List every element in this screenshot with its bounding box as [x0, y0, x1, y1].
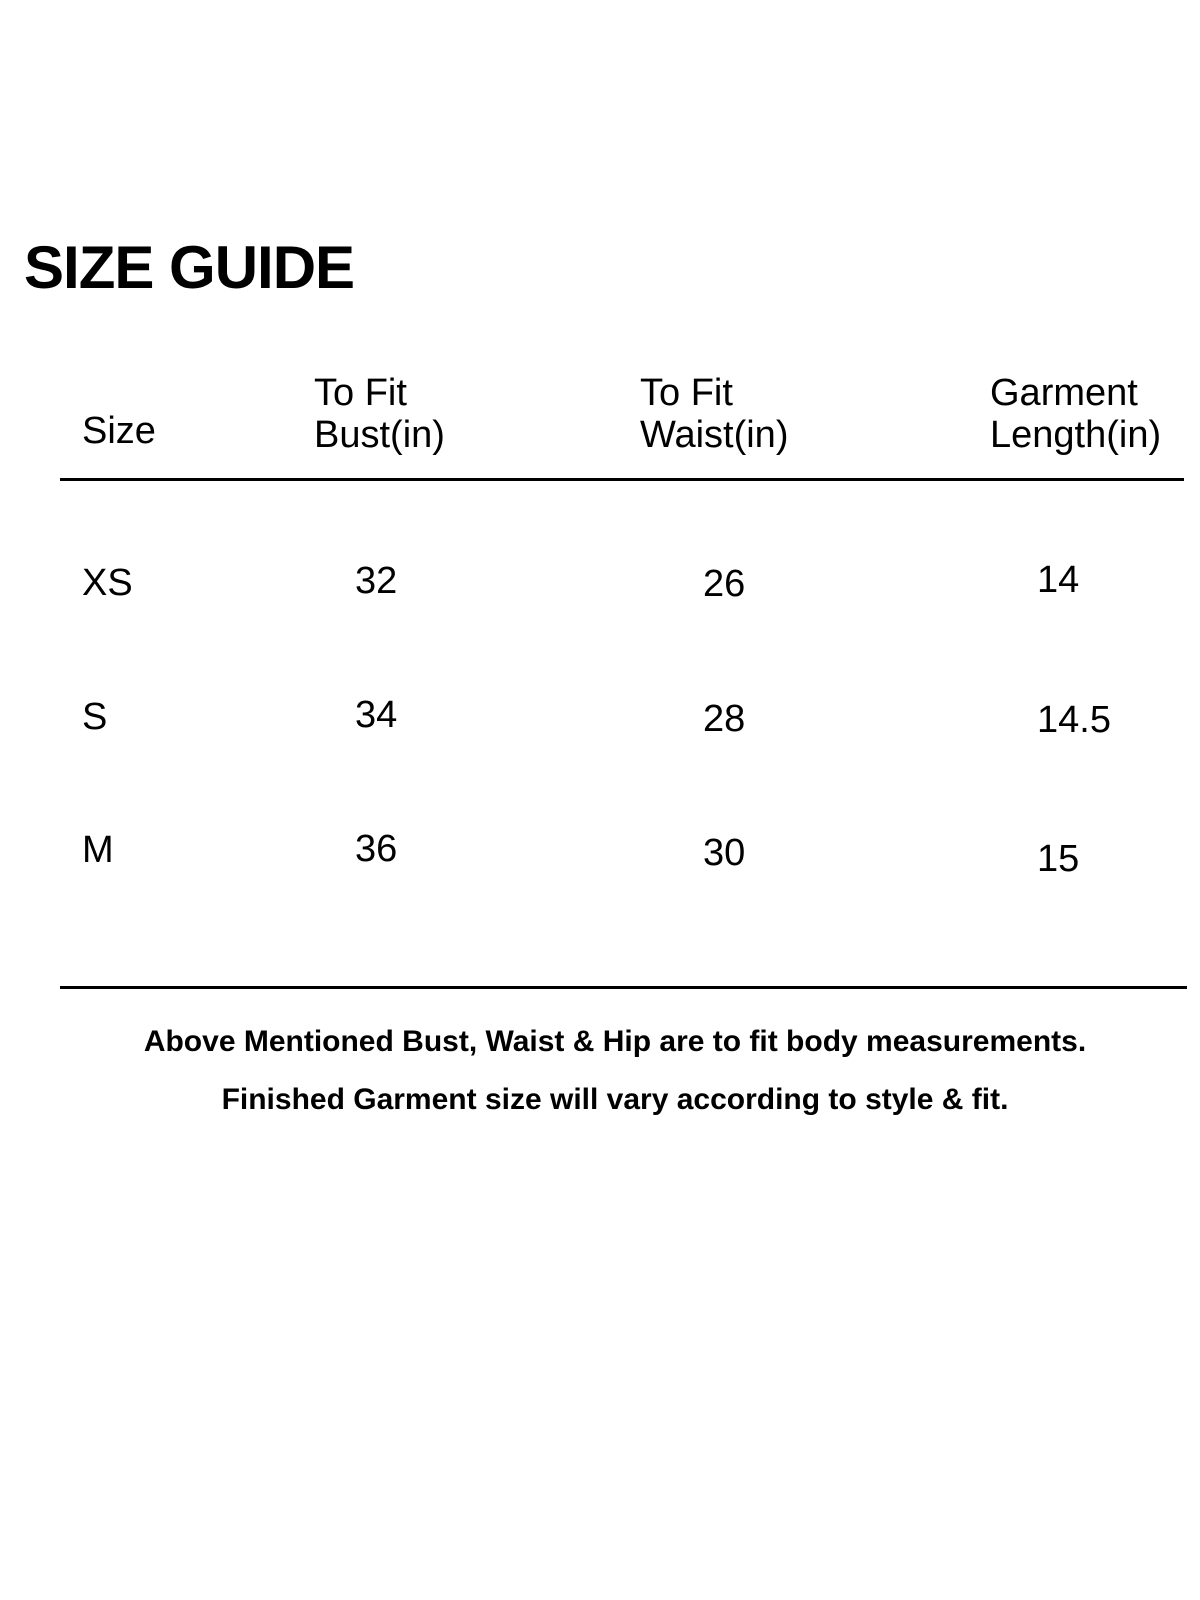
- header-waist-line1: To Fit: [640, 372, 733, 414]
- cell-waist-xs: 26: [703, 563, 746, 605]
- cell-waist-s: 28: [703, 698, 746, 740]
- header-bust-line2: Bust(in): [314, 414, 445, 456]
- header-length-line2: Length(in): [990, 414, 1162, 456]
- table-bottom-divider: [60, 986, 1187, 989]
- header-bust: [314, 372, 445, 456]
- cell-length-m: 15: [1037, 838, 1080, 880]
- cell-length-s: 14.5: [1037, 699, 1111, 741]
- header-divider: [60, 478, 1184, 481]
- header-waist: [640, 372, 788, 456]
- footnote-line-1: Above Mentioned Bust, Waist & Hip are to fit body measurements.: [143, 1025, 1087, 1058]
- cell-bust-xs: 32: [355, 560, 398, 602]
- cell-size-xs: XS: [82, 562, 133, 604]
- footnote-line-2: Finished Garment size will vary according to style & fit.: [221, 1083, 1009, 1116]
- header-size-line1: Size: [82, 410, 156, 452]
- cell-size-m: M: [82, 829, 114, 871]
- header-waist-line2: Waist(in): [640, 414, 789, 456]
- page-title: SIZE GUIDE: [24, 234, 355, 301]
- cell-bust-m: 36: [355, 828, 398, 870]
- header-length-line1: Garment: [990, 372, 1138, 414]
- cell-bust-s: 34: [355, 694, 398, 736]
- cell-waist-m: 30: [703, 832, 746, 874]
- header-size: [82, 410, 156, 452]
- cell-size-s: S: [82, 696, 108, 738]
- header-bust-line1: To Fit: [314, 372, 407, 414]
- header-length: [990, 372, 1161, 456]
- cell-length-xs: 14: [1037, 559, 1080, 601]
